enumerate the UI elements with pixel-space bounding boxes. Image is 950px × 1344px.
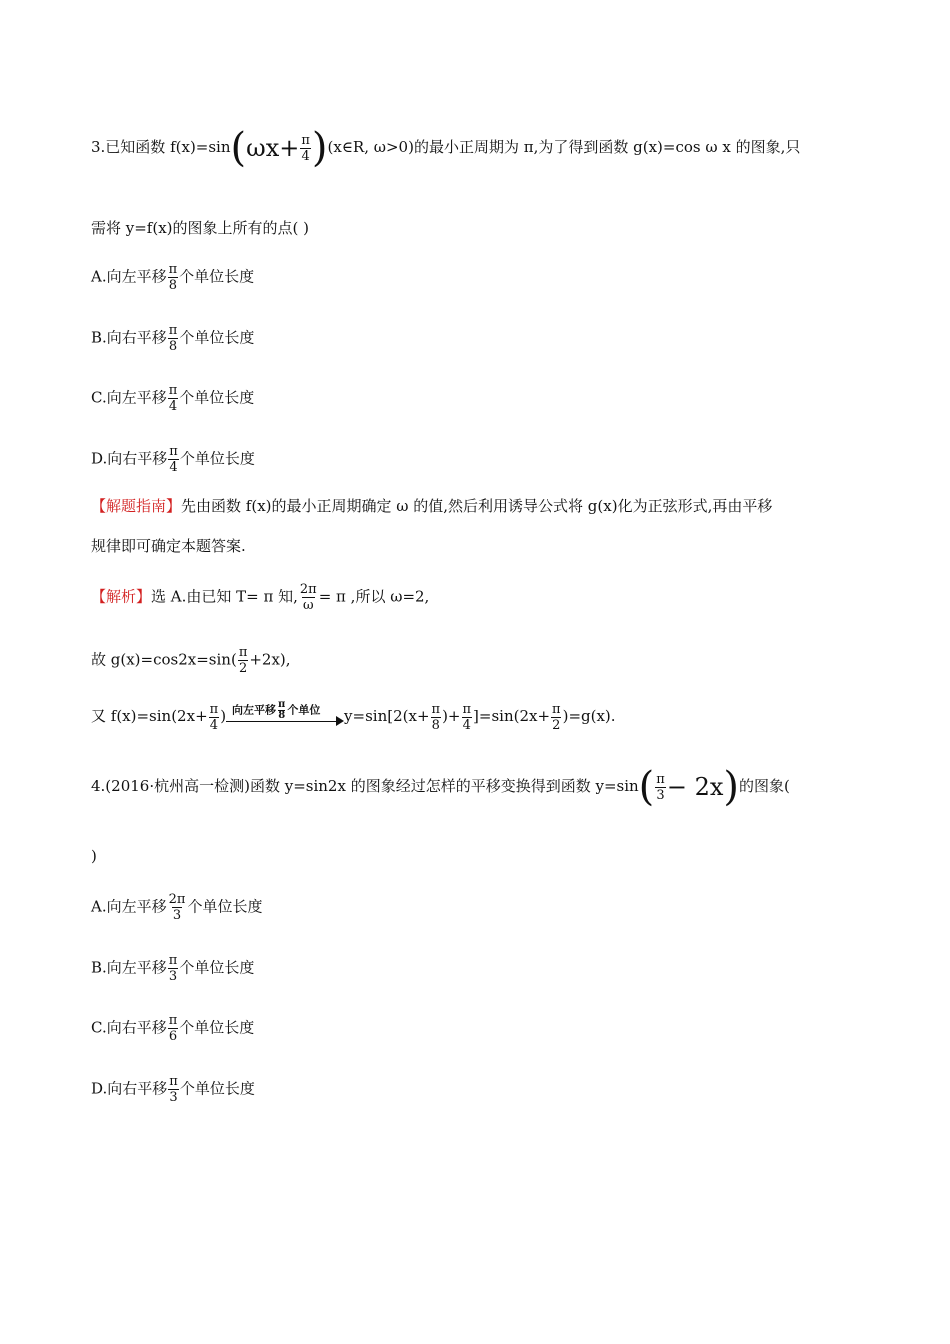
q3-g-line: 故 g(x)=cos2x=sin( $\frac{\pi}{2}$ +2x), bbox=[91, 645, 291, 676]
fraction-2pi-omega: $\frac{2\pi}{\omega}$ bbox=[299, 582, 317, 613]
q4-stem-line1: 4.(2016·杭州高一检测)函数 y=sin2x 的图象经过怎样的平移变换得到函数 y=sin( $\frac{\pi}{3}$ − 2x)的图象( bbox=[91, 764, 790, 810]
q3-analysis: 【解析】选 A.由已知 T= π 知, $\frac{2\pi}{\omega}$ = π ,所以 ω=2, bbox=[91, 582, 430, 613]
q4-option-d: D.向右平移 $\frac{\pi}{3}$ 个单位长度 bbox=[91, 1074, 255, 1105]
q3-fraction-pi-4: $\frac{\pi}{4}$ bbox=[301, 132, 310, 164]
q3-stem-text-b: (x∈R, ω>0)的最小正周期为 π,为了得到函数 g(x)=cos ω x 的图象,只 bbox=[327, 138, 801, 156]
q3-guide-line2: 规律即可确定本题答案. bbox=[91, 537, 246, 555]
transform-arrow: 向左平移 $\frac{\pi}{8}$ 个单位 bbox=[226, 700, 344, 734]
q3-option-b: B.向右平移 $\frac{\pi}{8}$ 个单位长度 bbox=[91, 323, 255, 354]
right-paren: ) bbox=[311, 125, 328, 171]
q3-stem-line1 bbox=[91, 125, 801, 171]
guide-text: 先由函数 f(x)的最小正周期确定 ω 的值,然后利用诱导公式将 g(x)化为正弦形式,再由平移 bbox=[181, 497, 773, 515]
q3-omega-x: ωx+ bbox=[246, 134, 300, 162]
q4-option-c: C.向右平移 $\frac{\pi}{6}$ 个单位长度 bbox=[91, 1013, 255, 1044]
q4-option-a: A.向左平移 $\frac{2\pi}{3}$ 个单位长度 bbox=[91, 892, 263, 923]
q4-option-b: B.向左平移 $\frac{\pi}{3}$ 个单位长度 bbox=[91, 953, 255, 984]
q3-stem-text-a: 3.已知函数 f(x)=sin bbox=[91, 138, 231, 156]
q3-guide bbox=[91, 496, 772, 516]
q3-option-d: D.向右平移 $\frac{\pi}{4}$ 个单位长度 bbox=[91, 444, 255, 475]
q4-stem-line2: ) bbox=[91, 847, 97, 865]
q3-option-a: A.向左平移 $\frac{\pi}{8}$ 个单位长度 bbox=[91, 262, 255, 293]
q3-stem-line2: 需将 y=f(x)的图象上所有的点( ) bbox=[91, 219, 309, 237]
left-paren: ( bbox=[230, 125, 247, 171]
guide-tag: 【解题指南】 bbox=[91, 497, 182, 515]
q3-option-c: C.向左平移 $\frac{\pi}{4}$ 个单位长度 bbox=[91, 383, 255, 414]
analysis-tag: 【解析】 bbox=[91, 587, 152, 606]
q3-f-line: 又 f(x)=sin(2x+ $\frac{\pi}{4}$ ) 向左平移 $\frac{\pi}{8}$ 个单位 y=sin[2(x+ $\frac{\pi}{8}$ )+ $\frac{\pi}{4}$ ]=sin(2x+ $\frac{\pi}{2}$ )=g(x). bbox=[91, 699, 616, 733]
arrow-head-icon bbox=[336, 716, 344, 726]
